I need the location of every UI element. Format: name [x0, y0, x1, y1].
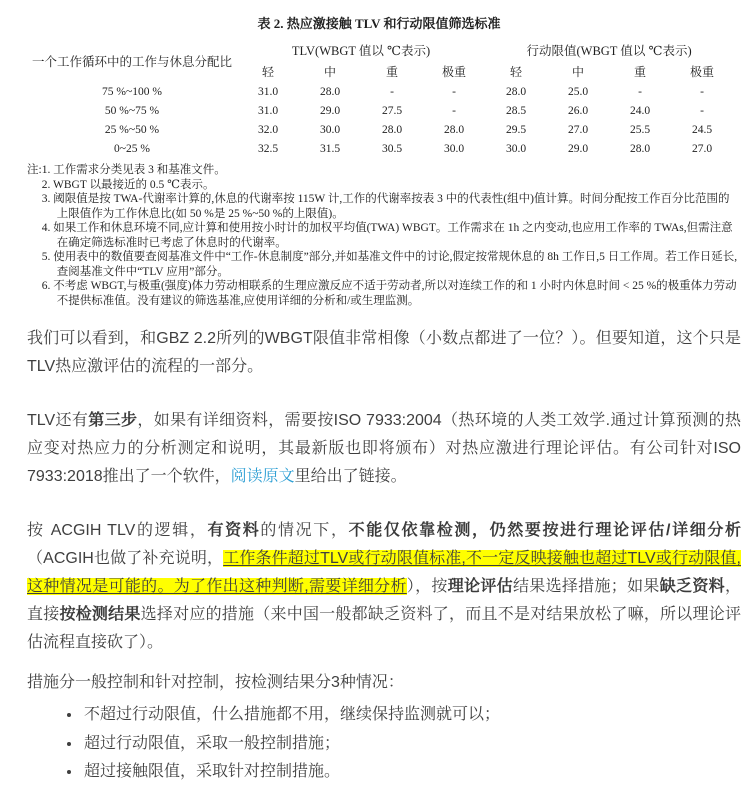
article-body	[27, 325, 741, 787]
value-cell: 28.0	[505, 85, 527, 98]
table-note: 4. 如果工作和休息环境不同,应计算和使用按小时计的加权平均值(TWA) WBGT。工作需求在 1h 之内变动,也应用工作率的 TWAs,但需注意在确定筛选标准时已考虑了休息时的代谢率。	[41, 222, 733, 249]
list-item: • 超过行动限值，采取一般控制措施；	[82, 730, 741, 759]
text-segment: ，直接	[27, 578, 741, 623]
column-header: 中	[572, 65, 585, 79]
value-cell: 28.5	[505, 104, 527, 117]
text-segment: 的情况下，	[260, 522, 349, 539]
value-cell: -	[452, 104, 456, 117]
value-cell: 29.0	[567, 142, 589, 155]
column-header: 轻	[261, 65, 274, 79]
value-cell: 30.5	[381, 142, 403, 155]
list-item: • 超过接触限值，采取针对控制措施。	[82, 758, 741, 787]
column-header: 极重	[442, 65, 467, 79]
highlighted-text: 工作条件超过TLV或行动限值标准,不一定反映接触也超过TLV或行动限值,这种情况是可能的。为了作出这种判断,需要详细分析	[27, 550, 741, 595]
table-note: 2. WBGT 以最接近的 0.5 ℃表示。	[41, 178, 215, 191]
value-cell: -	[638, 85, 642, 98]
value-cell: 30.0	[443, 142, 465, 155]
column-header: 中	[323, 65, 336, 79]
row-label: 0~25 %	[114, 142, 150, 155]
value-cell: 27.5	[381, 104, 403, 117]
text-segment: TLV还有	[27, 412, 89, 429]
paragraph-acgih-logic	[27, 517, 741, 657]
row-label: 25 %~50 %	[104, 123, 160, 136]
value-cell: 28.0	[629, 142, 651, 155]
measures-list	[27, 701, 741, 787]
text-segment: ），按	[406, 578, 448, 595]
value-cell: 24.5	[691, 123, 713, 136]
value-cell: 29.0	[319, 104, 341, 117]
col-header-work-rest-ratio: 一个工作循环中的工作与休息分配比	[31, 54, 232, 69]
bold-text: 缺乏资料	[659, 578, 725, 595]
value-cell: 25.0	[567, 85, 589, 98]
value-cell: -	[700, 104, 704, 117]
list-item: • 不超过行动限值，什么措施都不用，继续保持监测就可以；	[82, 701, 741, 730]
table-note: 6. 不考虑 WBGT,与极重(强度)体力劳动相联系的生理应激反应不适于劳动者,所以对连续工作的和 1 小时内休息时间 < 25 %的极重体力劳动不提供标准值。没有建议的筛选基准,应使用详细的分析和/或生理监测。	[41, 280, 737, 307]
bold-text: 按检测结果	[59, 606, 141, 623]
text-segment: 里给出了链接。	[294, 468, 407, 485]
column-header: 重	[385, 65, 398, 79]
value-cell: 32.5	[257, 142, 279, 155]
text-segment: 选择对应的措施（来中国一般都缺乏资料了，而且不是对结果放松了嘛，所以理论评估流程直接砍了）。	[27, 606, 741, 651]
text-segment: 按 ACGIH TLV的逻辑，	[27, 522, 208, 539]
table-note: 3. 阈限值是按 TWA-代谢率计算的,休息的代谢率按 115W 计,工作的代谢率按表 3 中的代表性(组中)值计算。时间分配按工作百分比范围的上限值作为工作休息比(如 50 %是 25 %~50 %的上限值)。	[41, 193, 730, 220]
value-cell: 31.0	[257, 104, 279, 117]
column-header: 极重	[690, 65, 715, 79]
value-cell: 32.0	[257, 123, 279, 136]
read-original-link[interactable]: 阅读原文	[230, 468, 295, 485]
value-cell: 28.0	[381, 123, 403, 136]
value-cell: 26.0	[567, 104, 589, 117]
column-header: 轻	[510, 65, 523, 79]
value-cell: 27.0	[691, 142, 713, 155]
value-cell: 24.0	[629, 104, 651, 117]
table-note: 5. 使用表中的数值要查阅基准文件中“工作-休息制度”部分,并如基准文件中的讨论,假定按常规休息的 8h 工作日,5 日工作周。若工作日延长,查阅基准文件中“TLV 应用”部分。	[41, 251, 738, 278]
bold-text: 理论评估	[447, 578, 513, 595]
table-row	[27, 82, 733, 101]
table-row	[27, 120, 733, 139]
notes-prefix: 注:	[27, 164, 42, 176]
text-segment: 结果选择措施；如果	[512, 578, 660, 595]
table-row	[27, 139, 733, 158]
row-label: 75 %~100 %	[102, 85, 162, 98]
value-cell: 28.0	[443, 123, 465, 136]
table-title: 表 2. 热应激接触 TLV 和行动限值筛选标准	[257, 16, 501, 31]
value-cell: -	[452, 85, 456, 98]
value-cell: 30.0	[505, 142, 527, 155]
col-group-action-limit: 行动限值(WBGT 值以 ℃表示)	[526, 44, 692, 58]
bold-text: 不能仅依靠检测，仍然要按进行理论评估/详细分析	[348, 522, 741, 539]
value-cell: -	[390, 85, 394, 98]
table2-figure	[27, 13, 741, 308]
value-cell: -	[700, 85, 704, 98]
column-header: 重	[634, 65, 647, 79]
table-row	[27, 101, 733, 120]
table-note: 1. 工作需求分类见表 3 和基准文件。	[41, 164, 226, 176]
table-notes	[27, 163, 739, 308]
value-cell: 31.5	[319, 142, 341, 155]
row-label: 50 %~75 %	[104, 104, 160, 117]
paragraph-third-step	[27, 407, 741, 491]
text-segment: ，如果有详细资料，需要按ISO 7933:2004（热环境的人类工效学.通过计算预测的热应变对热应力的分析测定和说明，其最新版也即将颁布）对热应激进行理论评估。有公司针对ISO 7933:2018推出了一个软件，	[27, 412, 741, 485]
paragraph-comparison: 我们可以看到，和GBZ 2.2所列的WBGT限值非常相像（小数点都进了一位？）。但要知道，这个只是TLV热应激评估的流程的一部分。	[27, 330, 741, 375]
bold-text: 第三步	[88, 412, 138, 429]
value-cell: 28.0	[319, 85, 341, 98]
table-header-row-groups	[27, 39, 733, 61]
value-cell: 30.0	[319, 123, 341, 136]
col-group-tlv: TLV(WBGT 值以 ℃表示)	[291, 44, 431, 58]
value-cell: 31.0	[257, 85, 279, 98]
value-cell: 27.0	[567, 123, 589, 136]
tlv-screening-table	[27, 39, 733, 158]
value-cell: 29.5	[505, 123, 527, 136]
text-segment: （ACGIH也做了补充说明，	[27, 550, 224, 567]
paragraph-measures-intro: 措施分一般控制和针对控制，按检测结果分3种情况：	[27, 674, 404, 691]
value-cell: 25.5	[629, 123, 651, 136]
bold-text: 有资料	[207, 522, 261, 539]
